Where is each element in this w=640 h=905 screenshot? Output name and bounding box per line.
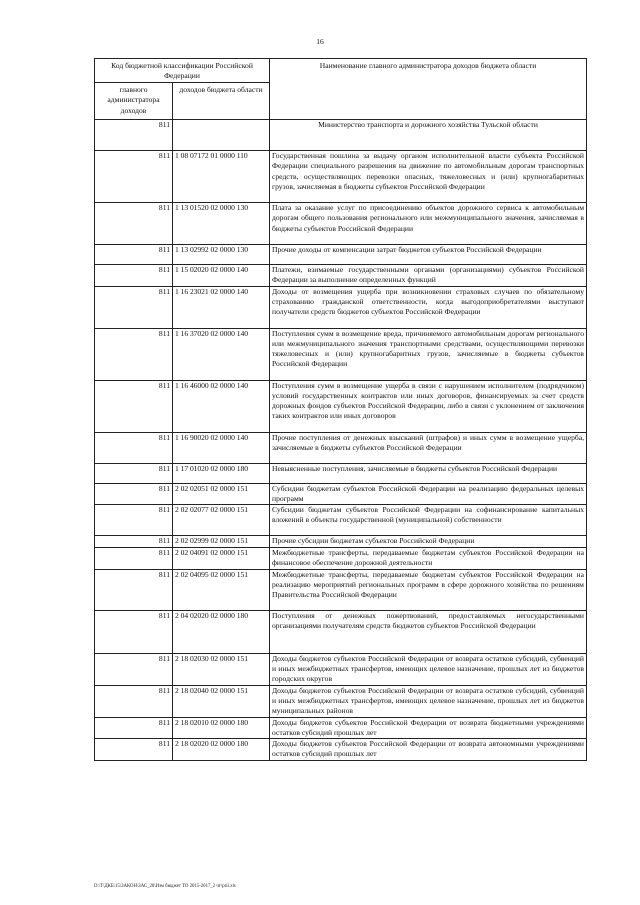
table-row <box>95 463 587 483</box>
table-row <box>95 203 587 245</box>
table-row <box>95 380 587 432</box>
budget-classification-table <box>94 58 587 761</box>
revenue-name-cell: Плата за оказание услуг по присоединению объектов дорожного сервиса к автомобильным дорогам общего пользования регионального или межмуниципального значения, зачисляемая в бюджеты субъектов Российской Федерации <box>270 203 587 245</box>
admin-code-cell: 811 <box>95 548 173 570</box>
table-row <box>95 653 587 685</box>
revenue-name-cell: Доходы от возмещения ущерба при возникновении страховых случаев по обязательному страхованию гражданской ответственности, когда выгодоприобретателями выступают получатели средств бюджетов субъектов Российской Федерации <box>270 286 587 328</box>
revenue-name-cell: Доходы бюджетов субъектов Российской Федерации от возврата бюджетными учреждениями остатков субсидий прошлых лет <box>270 717 587 739</box>
admin-code-cell: 811 <box>95 536 173 548</box>
revenue-code-cell: 1 13 01520 02 0000 130 <box>173 203 270 245</box>
revenue-name-cell: Государственная пошлина за выдачу органом исполнительной власти субъекта Российской Федерации специального разрешения на движение по автомобильным дорогам транспортных средств, осуществляющих перевозки опасных, тяжеловесных и (или) крупногабаритных грузов, зачисляемая в бюджеты субъектов Российской Федерации <box>270 151 587 203</box>
footer-file-path: D:\T\ДКБ\15\ЗАКОН\ЗАС_20\Изм бюджет ТО 2015-2017_2 чт\pril.xls <box>94 884 236 889</box>
revenue-name-cell: Прочие субсидии бюджетам субъектов Российской Федерации <box>270 536 587 548</box>
revenue-name-cell: Поступления сумм в возмещение ущерба в связи с нарушением исполнителем (подрядчиком) условий государственных контрактов или иных договоров, финансируемых за счет средств дорожных фондов субъектов Российской Федерации, либо в связи с уклонением от заключения таких контрактов или иных договоров <box>270 380 587 432</box>
revenue-name-cell: Доходы бюджетов субъектов Российской Федерации от возврата остатков субсидий, субвенций и иных межбюджетных трансфертов, имеющих целевое назначение, прошлых лет из бюджетов городских округов <box>270 653 587 685</box>
table-row <box>95 505 587 536</box>
revenue-code-cell: 2 02 04095 02 0000 151 <box>173 569 270 610</box>
table-row <box>95 717 587 739</box>
table-row <box>95 286 587 328</box>
admin-code-cell: 811 <box>95 151 173 203</box>
revenue-code-cell: 2 18 02040 02 0000 151 <box>173 685 270 717</box>
admin-code-cell: 811 <box>95 265 173 287</box>
header-row-group <box>95 59 587 83</box>
ministry-name: Министерство транспорта и дорожного хозяйства Тульской области <box>270 120 587 151</box>
table-row <box>95 151 587 203</box>
table-row <box>95 685 587 717</box>
admin-code-cell: 811 <box>95 328 173 380</box>
revenue-code-cell: 1 16 46000 02 0000 140 <box>173 380 270 432</box>
revenue-name-cell: Субсидии бюджетам субъектов Российской Федерации на софинансирование капитальных вложений в объекты государственной (муниципальной) собственности <box>270 505 587 536</box>
admin-code-cell: 811 <box>95 685 173 717</box>
header-name-column: Наименование главного администратора доходов бюджета области <box>270 59 587 120</box>
revenue-code-cell: 1 17 01020 02 0000 180 <box>173 463 270 483</box>
table-row <box>95 548 587 570</box>
page-number: 16 <box>316 37 324 46</box>
revenue-code-cell: 2 02 02077 02 0000 151 <box>173 505 270 536</box>
admin-code-cell: 811 <box>95 286 173 328</box>
admin-code-cell: 811 <box>95 653 173 685</box>
revenue-code-cell: 2 18 02020 02 0000 180 <box>173 739 270 761</box>
revenue-name-cell: Межбюджетные трансферты, передаваемые бюджетам субъектов Российской Федерации на реализацию мероприятий региональных программ в сфере дорожного хозяйства по решениям Правительства Российской Федерации <box>270 569 587 610</box>
ministry-empty-cell <box>173 120 270 151</box>
header-code-group: Код бюджетной классификации Российской Федерации <box>95 59 270 83</box>
admin-code-cell: 811 <box>95 245 173 265</box>
revenue-code-cell: 1 16 23021 02 0000 140 <box>173 286 270 328</box>
revenue-code-cell: 1 15 02020 02 0000 140 <box>173 265 270 287</box>
header-revenue-column: доходов бюджета области <box>173 83 270 120</box>
revenue-name-cell: Платежи, взимаемые государственными органами (организациями) субъектов Российской Федерации за выполнение определенных функций <box>270 265 587 287</box>
table-row <box>95 432 587 463</box>
table-row <box>95 265 587 287</box>
revenue-name-cell: Прочие поступления от денежных взысканий (штрафов) и иных сумм в возмещение ущерба, зачисляемые в бюджеты субъектов Российской Федерации <box>270 432 587 463</box>
revenue-name-cell: Поступления сумм в возмещение вреда, причиняемого автомобильным дорогам регионального или межмуниципального значения транспортными средствами, осуществляющими перевозки тяжеловесных и (или) крупногабаритных грузов, зачисляемые в бюджеты субъектов Российской Федерации <box>270 328 587 380</box>
revenue-code-cell: 1 08 07172 01 0000 110 <box>173 151 270 203</box>
revenue-name-cell: Субсидии бюджетам субъектов Российской Федерации на реализацию федеральных целевых программ <box>270 483 587 505</box>
revenue-code-cell: 1 16 37020 02 0000 140 <box>173 328 270 380</box>
table-row <box>95 610 587 653</box>
table-row <box>95 483 587 505</box>
revenue-code-cell: 2 18 02030 02 0000 151 <box>173 653 270 685</box>
revenue-name-cell: Поступления от денежных пожертвований, предоставляемых негосударственными организациями получателям средств бюджетов субъектов Российской Федерации <box>270 610 587 653</box>
admin-code-cell: 811 <box>95 380 173 432</box>
table-row <box>95 245 587 265</box>
table-row <box>95 569 587 610</box>
admin-code-cell: 811 <box>95 569 173 610</box>
ministry-admin-code: 811 <box>95 120 173 151</box>
admin-code-cell: 811 <box>95 505 173 536</box>
admin-code-cell: 811 <box>95 717 173 739</box>
revenue-name-cell: Доходы бюджетов субъектов Российской Федерации от возврата остатков субсидий, субвенций и иных межбюджетных трансфертов, имеющих целевое назначение, прошлых лет из бюджетов муниципальных районов <box>270 685 587 717</box>
revenue-code-cell: 2 04 02020 02 0000 180 <box>173 610 270 653</box>
table-row <box>95 739 587 761</box>
revenue-code-cell: 2 02 02051 02 0000 151 <box>173 483 270 505</box>
admin-code-cell: 811 <box>95 203 173 245</box>
table-row <box>95 536 587 548</box>
admin-code-cell: 811 <box>95 463 173 483</box>
ministry-row <box>95 120 587 151</box>
admin-code-cell: 811 <box>95 432 173 463</box>
revenue-code-cell: 2 02 04091 02 0000 151 <box>173 548 270 570</box>
revenue-code-cell: 2 02 02999 02 0000 151 <box>173 536 270 548</box>
admin-code-cell: 811 <box>95 610 173 653</box>
revenue-name-cell: Невыясненные поступления, зачисляемые в бюджеты субъектов Российской Федерации <box>270 463 587 483</box>
revenue-code-cell: 2 18 02010 02 0000 180 <box>173 717 270 739</box>
header-admin-column: главного администратора доходов <box>95 83 173 120</box>
admin-code-cell: 811 <box>95 483 173 505</box>
revenue-code-cell: 1 16 90020 02 0000 140 <box>173 432 270 463</box>
revenue-code-cell: 1 13 02992 02 0000 130 <box>173 245 270 265</box>
admin-code-cell: 811 <box>95 739 173 761</box>
revenue-name-cell: Доходы бюджетов субъектов Российской Федерации от возврата автономными учреждениями остатков субсидий прошлых лет <box>270 739 587 761</box>
revenue-name-cell: Межбюджетные трансферты, передаваемые бюджетам субъектов Российской Федерации на финансовое обеспечение дорожной деятельности <box>270 548 587 570</box>
revenue-name-cell: Прочие доходы от компенсации затрат бюджетов субъектов Российской Федерации <box>270 245 587 265</box>
table-row <box>95 328 587 380</box>
